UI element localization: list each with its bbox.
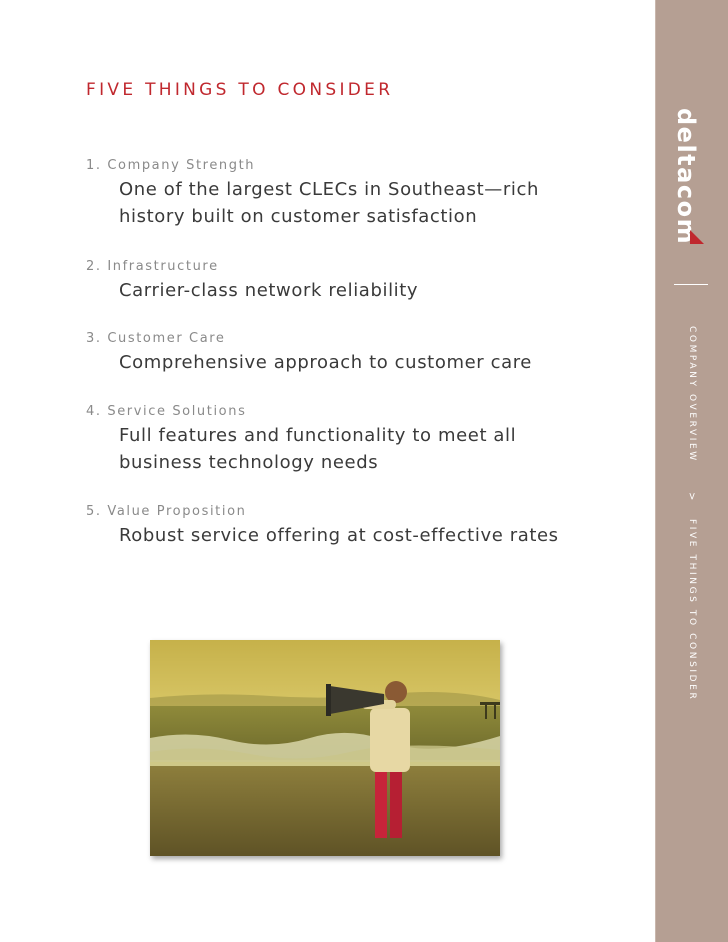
item-description-line: business technology needs (119, 452, 379, 473)
item-description (119, 277, 418, 304)
item-description (119, 522, 559, 549)
megaphone-photo (150, 640, 500, 856)
item-description (119, 422, 516, 476)
section-label: COMPANY OVERVIEW (687, 326, 697, 463)
page-label: FIVE THINGS TO CONSIDER (687, 519, 697, 702)
list-item (86, 259, 418, 304)
list-item (86, 158, 539, 230)
photo-illustration (150, 640, 500, 856)
item-description-line: One of the largest CLECs in Southeast—rich (119, 179, 540, 200)
item-label: 3. Customer Care (86, 331, 226, 346)
item-description-line: Carrier-class network reliability (119, 280, 419, 301)
item-description-line: history built on customer satisfaction (119, 206, 478, 227)
sidebar-edge (655, 0, 656, 942)
item-label: 4. Service Solutions (86, 404, 247, 419)
list-item (86, 331, 532, 376)
deltacom-logo: deltacom (672, 108, 700, 246)
item-description (119, 349, 532, 376)
list-item (86, 504, 559, 549)
item-description-line: Comprehensive approach to customer care (119, 352, 532, 373)
sidebar-divider (674, 284, 708, 285)
item-description-line: Full features and functionality to meet all (119, 425, 517, 446)
logo-mark-icon (690, 230, 704, 244)
item-label: 1. Company Strength (86, 158, 256, 173)
page-heading: FIVE THINGS TO CONSIDER (86, 80, 394, 100)
item-description-line: Robust service offering at cost-effective rates (119, 525, 559, 546)
item-description (119, 176, 539, 230)
item-label: 2. Infrastructure (86, 259, 219, 274)
item-label: 5. Value Proposition (86, 504, 247, 519)
list-item (86, 404, 516, 476)
breadcrumb-separator: > (686, 492, 697, 501)
